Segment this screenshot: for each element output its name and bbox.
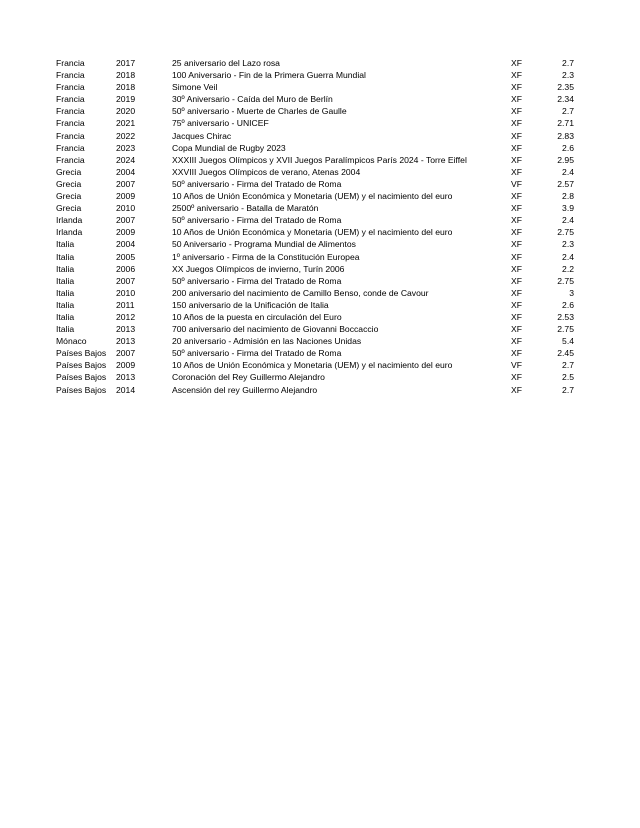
year-cell: 2013 — [116, 372, 136, 383]
grade-cell: XF — [511, 106, 522, 117]
price-cell: 2.6 — [562, 299, 574, 310]
year-cell: 2007 — [116, 348, 136, 359]
country-cell: Italia — [56, 275, 75, 286]
table-row — [56, 142, 576, 154]
description-cell: 50º aniversario - Muerte de Charles de Gaulle — [172, 106, 347, 117]
country-cell: Países Bajos — [56, 384, 107, 395]
grade-cell: XF — [511, 166, 522, 177]
grade-cell: XF — [511, 130, 522, 141]
description-cell: 75º aniversario - UNICEF — [172, 118, 269, 129]
price-cell: 2.34 — [557, 94, 574, 105]
price-cell: 2.45 — [557, 348, 574, 359]
grade-cell: XF — [511, 227, 522, 238]
table-row — [56, 263, 576, 275]
grade-cell: VF — [511, 360, 522, 371]
year-cell: 2004 — [116, 239, 136, 250]
grade-cell: XF — [511, 311, 522, 322]
country-cell: Italia — [56, 263, 75, 274]
description-cell: 50º aniversario - Firma del Tratado de Roma — [172, 178, 342, 189]
description-cell: 50º aniversario - Firma del Tratado de Roma — [172, 215, 342, 226]
price-cell: 2.7 — [562, 384, 574, 395]
grade-cell: XF — [511, 251, 522, 262]
grade-cell: XF — [511, 348, 522, 359]
country-cell: Países Bajos — [56, 348, 107, 359]
description-cell: 100 Aniversario - Fin de la Primera Guerra Mundial — [172, 70, 366, 81]
grade-cell: XF — [511, 215, 522, 226]
year-cell: 2006 — [116, 263, 136, 274]
coin-table — [56, 57, 576, 396]
table-row — [56, 93, 576, 105]
table-row — [56, 251, 576, 263]
description-cell: 700 aniversario del nacimiento de Giovanni Boccaccio — [172, 324, 379, 335]
grade-cell: XF — [511, 70, 522, 81]
description-cell: 10 Años de Unión Económica y Monetaria (UEM) y el nacimiento del euro — [172, 191, 453, 202]
table-row — [56, 335, 576, 347]
table-row — [56, 287, 576, 299]
price-cell: 2.5 — [562, 372, 574, 383]
table-row — [56, 190, 576, 202]
table-row — [56, 130, 576, 142]
year-cell: 2010 — [116, 287, 136, 298]
grade-cell: XF — [511, 275, 522, 286]
table-row — [56, 214, 576, 226]
country-cell: Francia — [56, 118, 85, 129]
description-cell: 50º aniversario - Firma del Tratado de Roma — [172, 348, 342, 359]
description-cell: 150 aniversario de la Unificación de Italia — [172, 299, 329, 310]
grade-cell: XF — [511, 203, 522, 214]
table-row — [56, 57, 576, 69]
price-cell: 3 — [569, 287, 574, 298]
description-cell: 1º aniversario - Firma de la Constitución Europea — [172, 251, 360, 262]
price-cell: 2.75 — [557, 275, 574, 286]
country-cell: Italia — [56, 251, 75, 262]
country-cell: Francia — [56, 106, 85, 117]
country-cell: Grecia — [56, 191, 82, 202]
price-cell: 2.75 — [557, 227, 574, 238]
description-cell: 10 Años de Unión Económica y Monetaria (UEM) y el nacimiento del euro — [172, 227, 453, 238]
description-cell: Ascensión del rey Guillermo Alejandro — [172, 384, 318, 395]
country-cell: Italia — [56, 239, 75, 250]
price-cell: 2.8 — [562, 191, 574, 202]
price-cell: 2.53 — [557, 311, 574, 322]
year-cell: 2021 — [116, 118, 136, 129]
country-cell: Italia — [56, 299, 75, 310]
year-cell: 2024 — [116, 154, 136, 165]
country-cell: Francia — [56, 154, 85, 165]
description-cell: Coronación del Rey Guillermo Alejandro — [172, 372, 325, 383]
country-cell: Francia — [56, 142, 85, 153]
country-cell: Grecia — [56, 178, 82, 189]
price-cell: 2.7 — [562, 58, 574, 68]
price-cell: 2.75 — [557, 324, 574, 335]
grade-cell: XF — [511, 142, 522, 153]
table-row — [56, 323, 576, 335]
country-cell: Italia — [56, 324, 75, 335]
description-cell: 2500º aniversario - Batalla de Maratón — [172, 203, 319, 214]
description-cell: Copa Mundial de Rugby 2023 — [172, 142, 286, 153]
description-cell: 30º Aniversario - Caída del Muro de Berlín — [172, 94, 333, 105]
table-row — [56, 371, 576, 383]
price-cell: 2.57 — [557, 178, 574, 189]
table-row — [56, 226, 576, 238]
table-row — [56, 347, 576, 359]
price-cell: 2.35 — [557, 82, 574, 93]
description-cell: XXXIII Juegos Olímpicos y XVII Juegos Paralímpicos París 2024 - Torre Eiffel — [172, 154, 467, 165]
year-cell: 2005 — [116, 251, 136, 262]
grade-cell: XF — [511, 118, 522, 129]
price-cell: 2.71 — [557, 118, 574, 129]
year-cell: 2004 — [116, 166, 136, 177]
price-cell: 2.3 — [562, 70, 574, 81]
price-cell: 2.7 — [562, 360, 574, 371]
grade-cell: XF — [511, 58, 522, 68]
year-cell: 2011 — [116, 299, 135, 310]
description-cell: 10 Años de la puesta en circulación del Euro — [172, 311, 342, 322]
table-row — [56, 178, 576, 190]
grade-cell: XF — [511, 384, 522, 395]
table-row — [56, 299, 576, 311]
table-row — [56, 69, 576, 81]
year-cell: 2013 — [116, 336, 136, 347]
year-cell: 2007 — [116, 215, 136, 226]
grade-cell: XF — [511, 239, 522, 250]
grade-cell: XF — [511, 372, 522, 383]
country-cell: Países Bajos — [56, 360, 107, 371]
price-cell: 5.4 — [562, 336, 574, 347]
description-cell: Jacques Chirac — [172, 130, 232, 141]
year-cell: 2009 — [116, 191, 136, 202]
country-cell: Países Bajos — [56, 372, 107, 383]
table-row — [56, 117, 576, 129]
year-cell: 2018 — [116, 82, 136, 93]
price-cell: 3.9 — [562, 203, 574, 214]
country-cell: Mónaco — [56, 336, 87, 347]
grade-cell: XF — [511, 94, 522, 105]
price-cell: 2.83 — [557, 130, 574, 141]
year-cell: 2023 — [116, 142, 136, 153]
grade-cell: XF — [511, 287, 522, 298]
table-row — [56, 311, 576, 323]
country-cell: Francia — [56, 58, 85, 68]
country-cell: Grecia — [56, 203, 82, 214]
description-cell: Simone Veil — [172, 82, 218, 93]
year-cell: 2009 — [116, 360, 136, 371]
country-cell: Francia — [56, 94, 85, 105]
description-cell: 200 aniversario del nacimiento de Camillo Benso, conde de Cavour — [172, 287, 429, 298]
year-cell: 2013 — [116, 324, 136, 335]
table-row — [56, 202, 576, 214]
price-cell: 2.3 — [562, 239, 574, 250]
year-cell: 2009 — [116, 227, 136, 238]
table-row — [56, 105, 576, 117]
grade-cell: XF — [511, 324, 522, 335]
year-cell: 2007 — [116, 275, 136, 286]
description-cell: 20 aniversario - Admisión en las Naciones Unidas — [172, 336, 362, 347]
year-cell: 2019 — [116, 94, 136, 105]
price-cell: 2.2 — [562, 263, 574, 274]
price-cell: 2.4 — [562, 215, 574, 226]
year-cell: 2010 — [116, 203, 136, 214]
country-cell: Italia — [56, 311, 75, 322]
description-cell: 10 Años de Unión Económica y Monetaria (UEM) y el nacimiento del euro — [172, 360, 453, 371]
country-cell: Francia — [56, 70, 85, 81]
year-cell: 2017 — [116, 58, 136, 68]
table-row — [56, 238, 576, 250]
grade-cell: VF — [511, 178, 522, 189]
year-cell: 2007 — [116, 178, 136, 189]
country-cell: Francia — [56, 82, 85, 93]
grade-cell: XF — [511, 263, 522, 274]
year-cell: 2018 — [116, 70, 136, 81]
description-cell: XX Juegos Olímpicos de invierno, Turín 2006 — [172, 263, 345, 274]
price-cell: 2.4 — [562, 251, 574, 262]
table-row — [56, 166, 576, 178]
description-cell: 25 aniversario del Lazo rosa — [172, 58, 280, 68]
year-cell: 2022 — [116, 130, 136, 141]
table-row — [56, 275, 576, 287]
country-cell: Francia — [56, 130, 85, 141]
grade-cell: XF — [511, 154, 522, 165]
table-row — [56, 359, 576, 371]
country-cell: Grecia — [56, 166, 82, 177]
country-cell: Irlanda — [56, 215, 83, 226]
table-row — [56, 384, 576, 396]
year-cell: 2014 — [116, 384, 136, 395]
price-cell: 2.4 — [562, 166, 574, 177]
grade-cell: XF — [511, 299, 522, 310]
table-row — [56, 81, 576, 93]
year-cell: 2012 — [116, 311, 136, 322]
grade-cell: XF — [511, 82, 522, 93]
description-cell: 50 Aniversario - Programa Mundial de Alimentos — [172, 239, 356, 250]
price-cell: 2.7 — [562, 106, 574, 117]
country-cell: Italia — [56, 287, 75, 298]
description-cell: 50º aniversario - Firma del Tratado de Roma — [172, 275, 342, 286]
price-cell: 2.6 — [562, 142, 574, 153]
grade-cell: XF — [511, 336, 522, 347]
table-row — [56, 154, 576, 166]
grade-cell: XF — [511, 191, 522, 202]
description-cell: XXVIII Juegos Olímpicos de verano, Atenas 2004 — [172, 166, 361, 177]
price-cell: 2.95 — [557, 154, 574, 165]
country-cell: Irlanda — [56, 227, 83, 238]
year-cell: 2020 — [116, 106, 136, 117]
